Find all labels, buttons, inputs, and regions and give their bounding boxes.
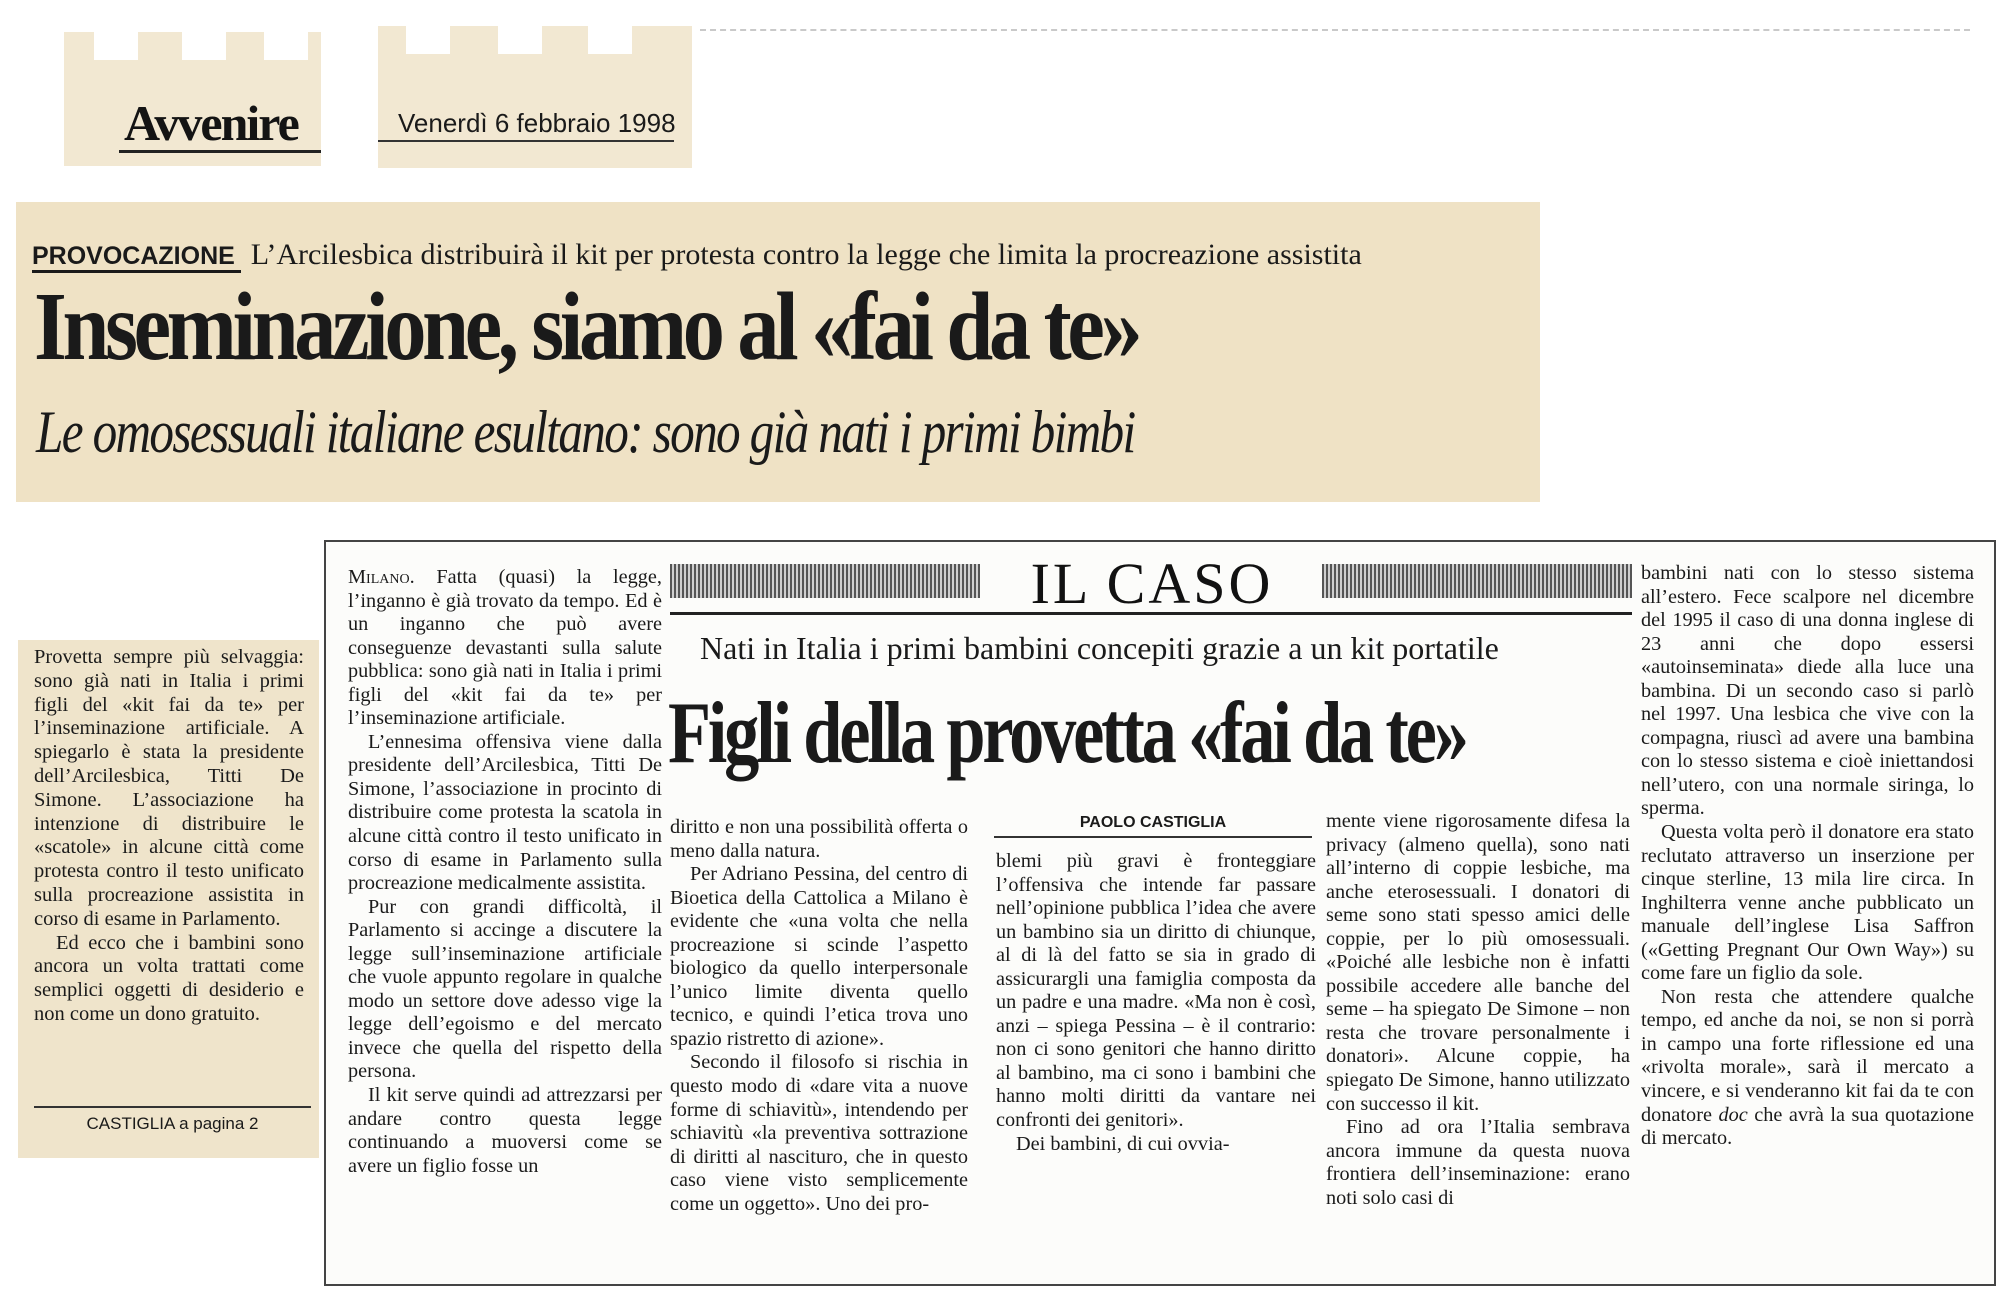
article-paragraph: Secondo il filosofo si rischia in questo modo di «dare vita a nuove forme di schiavitù», intendendo per schiavitù «la preventiva sottrazione di diritti al nascituro, che in questo caso viene visto semplicemente come un oggetto». Uno dei pro- [670,1051,968,1215]
article-column-3 [996,850,1316,1156]
summary-paragraph: Provetta sempre più selvaggia: sono già nati in Italia i primi figli del «kit fai da te» per l’inseminazione artificiale. A spiegarlo è stata la presidente dell’Arcilesbica, Titti De Simone. L’associazione ha intenzione di distribuire le «scatole» in alcune città come protesta contro il testo unificato sulla procreazione assistita in corso di esame in Parlamento. [34,646,304,930]
headline-clipping [16,202,1540,502]
article-paragraph: Dei bambini, di cui ovvia- [1016,1132,1230,1155]
article-paragraph: Fino ad ora l’Italia sembrava ancora immune da questa nuova frontiera dell’inseminazione: erano noti solo casi di [1326,1116,1630,1209]
summary-paragraph: Ed ecco che i bambini sono ancora un volta trattati come semplici oggetti di desiderio e non come un dono gratuito. [34,931,304,1025]
article-paragraph: blemi più gravi è fronteggiare l’offensiva che intende far passare nell’opinione pubblica l’idea che avere un bambino sia un diritto di chiunque, al di là del fatto se sia in grado di assicurargli una famiglia composta da un padre e una madre. «Ma non è così, anzi – spiega Pessina – è il contrario: non ci sono genitori che hanno diritto al bambino, ma ci sono i bambini che hanno molti diritti da vantare nei confronti dei genitori». [996,850,1316,1132]
article-paragraph: Il kit serve quindi ad attrezzarsi per andare contro questa legge continuando a muoversi come se avere un figlio fosse un [348,1084,662,1177]
article-paragraph [348,566,662,731]
banner-hatch-left [670,564,980,598]
article-column-4 [1326,810,1630,1210]
section-label: IL CASO [1030,551,1274,616]
article-title: Figli della provetta «fai da te» [668,685,1466,782]
main-headline: Inseminazione, siamo al «fai da te» [34,273,1139,381]
torn-tab [406,26,450,54]
date-clipping [378,26,692,168]
torn-tab [94,32,138,60]
torn-tab [588,26,632,54]
summary-body [34,646,304,1027]
torn-tab [182,32,226,60]
kicker-tag: PROVOCAZIONE [32,242,241,273]
article-paragraph: Per Adriano Pessina, del centro di Bioetica della Cattolica a Milano è evidente che «una volta che nella procreazione si scinde l’aspetto biologico da quello interpersonale l’unico limite diventa quello tecnico, e quindi l’etica trova uno spazio ristretto di azione». [670,863,968,1050]
masthead-rule [119,150,321,153]
main-subhead: Le omosessuali italiane esultano: sono già nati i primi bimbi [36,399,1135,465]
torn-tab [498,26,542,54]
banner-rule [670,612,1632,615]
article-paragraph: Questa volta però il donatore era stato reclutato attraverso un inserzione per cinque sterline, 13 mila lire circa. In Inghilterra venne anche pubblicato un manuale dell’inglese Lisa Saffron («Getting Pregnant Our Own Way») su come fare un figlio da sole. [1641,821,1974,985]
article-paragraph: bambini nati con lo stesso sistema all’estero. Fece scalpore nel dicembre del 1995 il caso di una donna inglese di 23 anni che dopo essersi «autoinseminata» diede alla luce una bambina. Di un secondo caso si parlò nel 1997. Una lesbica che vive con la compagna, riuscì ad avere una bambina con lo stesso sistema e cioè iniettandosi nell’utero, con una normale siringa, lo sperma. [1641,562,1974,820]
byline: PAOLO CASTIGLIA [994,814,1312,838]
paragraph-text: Fatta (quasi) la legge, l’inganno è già trovato da tempo. Ed è un inganno che può avere conseguenze devastanti sulla salute pubblica: sono già nati in Italia i primi figli del «kit fai da te» per l’inseminazione artificiale. [348,566,662,730]
newspaper-logo: Avvenire [124,95,298,151]
date-rule [378,140,674,142]
article-paragraph: L’ennesima offensiva viene dalla presidente dell’Arcilesbica, Titti De Simone, l’associazione in procinto di distribuire come protesta la scatola in alcune città contro il testo unificato in corso di esame in Parlamento sulla procreazione medicalmente assistita. [348,730,662,895]
article-column-5 [1641,562,1974,1151]
article-column-1 [348,566,662,1178]
page-reference: CASTIGLIA a pagina 2 [34,1106,311,1134]
paragraph-text: che avrà la sua quotazione di mercato. [1641,1103,1974,1150]
emphasis-doc: doc [1718,1103,1748,1126]
kicker [32,238,1362,272]
banner-hatch-right [1322,564,1632,598]
kicker-text: L’Arcilesbica distribuirà il kit per protesta contro la legge che limita la procreazione assistita [250,238,1362,271]
article-paragraph: Pur con grandi difficoltà, il Parlamento si accinge a discutere la legge sull’inseminazione artificiale che vuole appunto regolare in qualche modo un settore dove adesso vige la legge dell’egoismo e del mercato invece che quella del rispetto della persona. [348,895,662,1083]
scan-dashed-edge [700,29,1970,31]
paragraph-text: Non resta che attendere qualche tempo, ed anche da noi, se non si porrà in campo una forte riflessione ed una «rivolta morale», sarà il mercato a vincere, e si venderanno kit fai da te con donatore [1641,985,1974,1126]
summary-clipping [18,640,319,1158]
article-column-2 [670,816,968,1216]
article-clipping [324,540,1996,1286]
section-banner [670,551,1632,616]
issue-date: Venerdì 6 febbraio 1998 [398,108,676,138]
torn-tab [264,32,308,60]
dateline: Milano. [348,566,415,588]
masthead-clipping [64,32,321,166]
article-paragraph: diritto e non una possibilità offerta o meno dalla natura. [670,816,968,862]
article-paragraph [1641,986,1974,1151]
article-deck: Nati in Italia i primi bambini concepiti grazie a un kit portatile [700,630,1499,666]
article-paragraph: mente viene rigorosamente difesa la privacy (almeno quella), sono nati all’interno di coppie lesbiche, ma anche eterosessuali. I donatori di seme sono stati spesso amici delle coppie, per lo più omosessuali. «Poiché alle lesbiche non è infatti possibile accedere alle banche del seme – ha spiegato De Simone – non resta che trovare personalmente i donatori». Alcune coppie, ha spiegato De Simone, hanno utilizzato con successo il kit. [1326,810,1630,1115]
